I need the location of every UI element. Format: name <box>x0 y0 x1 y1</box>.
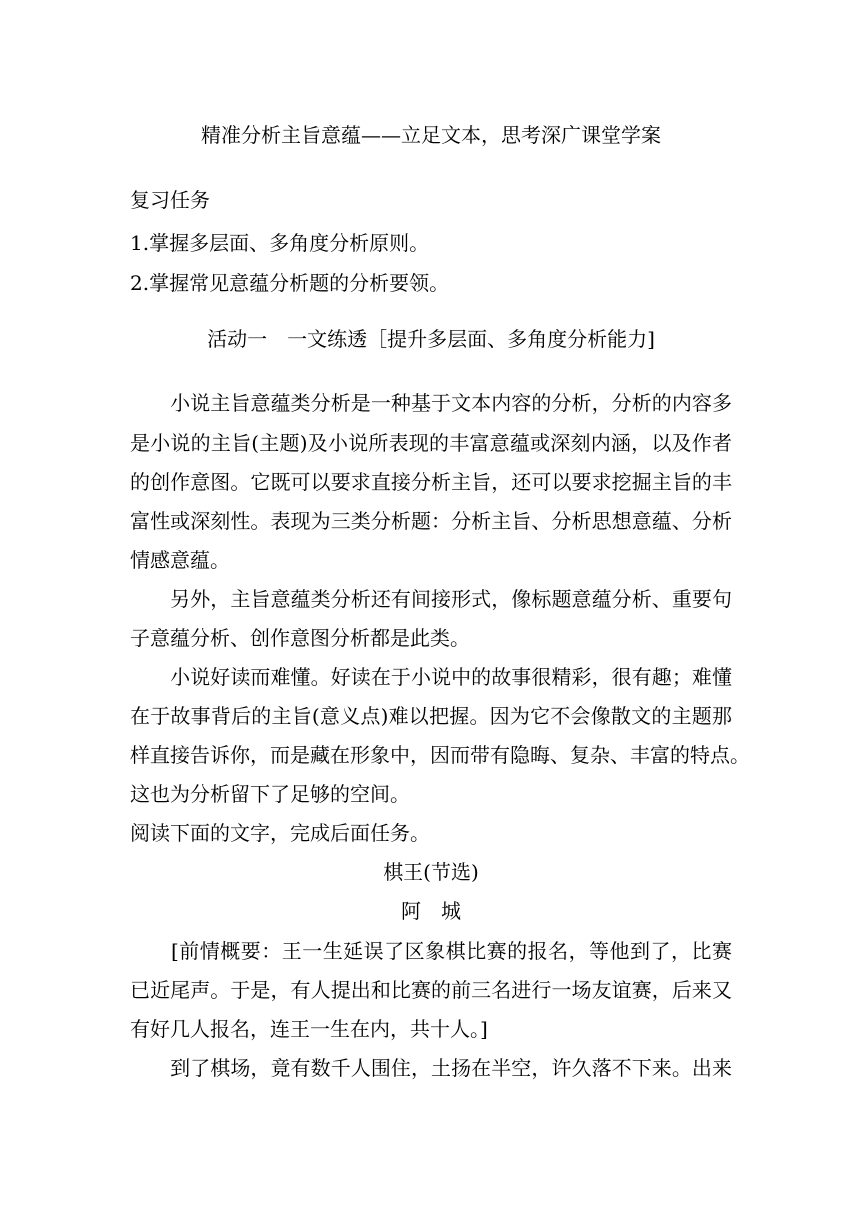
paragraph-line: 情感意蕴。 <box>130 548 230 572</box>
page-title: 精准分析主旨意蕴——立足文本，思考深广课堂学案 <box>201 123 661 147</box>
paragraph-line: 这也为分析留下了足够的空间。 <box>130 782 410 806</box>
activity-heading: 活动一 一文练透［提升多层面、多角度分析能力] <box>207 327 655 351</box>
paragraph-line: 小说好读而难懂。好读在于小说中的故事很精彩，很有趣；难懂 <box>130 665 732 689</box>
story-author: 阿 城 <box>401 899 461 923</box>
review-item: 2.掌握常见意蕴分析题的分析要领。 <box>130 271 450 295</box>
story-title: 棋王(节选) <box>383 860 479 884</box>
paragraph-line: 样直接告诉你，而是藏在形象中，因而带有隐晦、复杂、丰富的特点。 <box>130 743 750 767</box>
preface-line: [前情概要：王一生延误了区象棋比赛的报名，等他到了，比赛 <box>130 939 732 963</box>
paragraph-line: 小说主旨意蕴类分析是一种基于文本内容的分析，分析的内容多 <box>130 391 732 415</box>
reading-instruction: 阅读下面的文字，完成后面任务。 <box>130 821 430 845</box>
preface-line: 有好几人报名，连王一生在内，共十人。] <box>130 1017 488 1041</box>
review-heading: 复习任务 <box>130 188 210 212</box>
paragraph-line: 子意蕴分析、创作意图分析都是此类。 <box>130 626 470 650</box>
story-paragraph-line: 到了棋场，竟有数千人围住，土扬在半空，许久落不下来。出来 <box>130 1056 732 1080</box>
review-item: 1.掌握多层面、多角度分析原则。 <box>130 231 430 255</box>
preface-line: 已近尾声。于是，有人提出和比赛的前三名进行一场友谊赛，后来又 <box>130 978 732 1002</box>
paragraph-line: 的创作意图。它既可以要求直接分析主旨，还可以要求挖掘主旨的丰 <box>130 470 732 494</box>
paragraph-line: 是小说的主旨(主题)及小说所表现的丰富意蕴或深刻内涵，以及作者 <box>130 431 732 455</box>
paragraph-line: 在于故事背后的主旨(意义点)难以把握。因为它不会像散文的主题那 <box>130 704 732 728</box>
paragraph-line: 富性或深刻性。表现为三类分析题：分析主旨、分析思想意蕴、分析 <box>130 509 732 533</box>
paragraph-line: 另外，主旨意蕴类分析还有间接形式，像标题意蕴分析、重要句 <box>130 587 732 611</box>
